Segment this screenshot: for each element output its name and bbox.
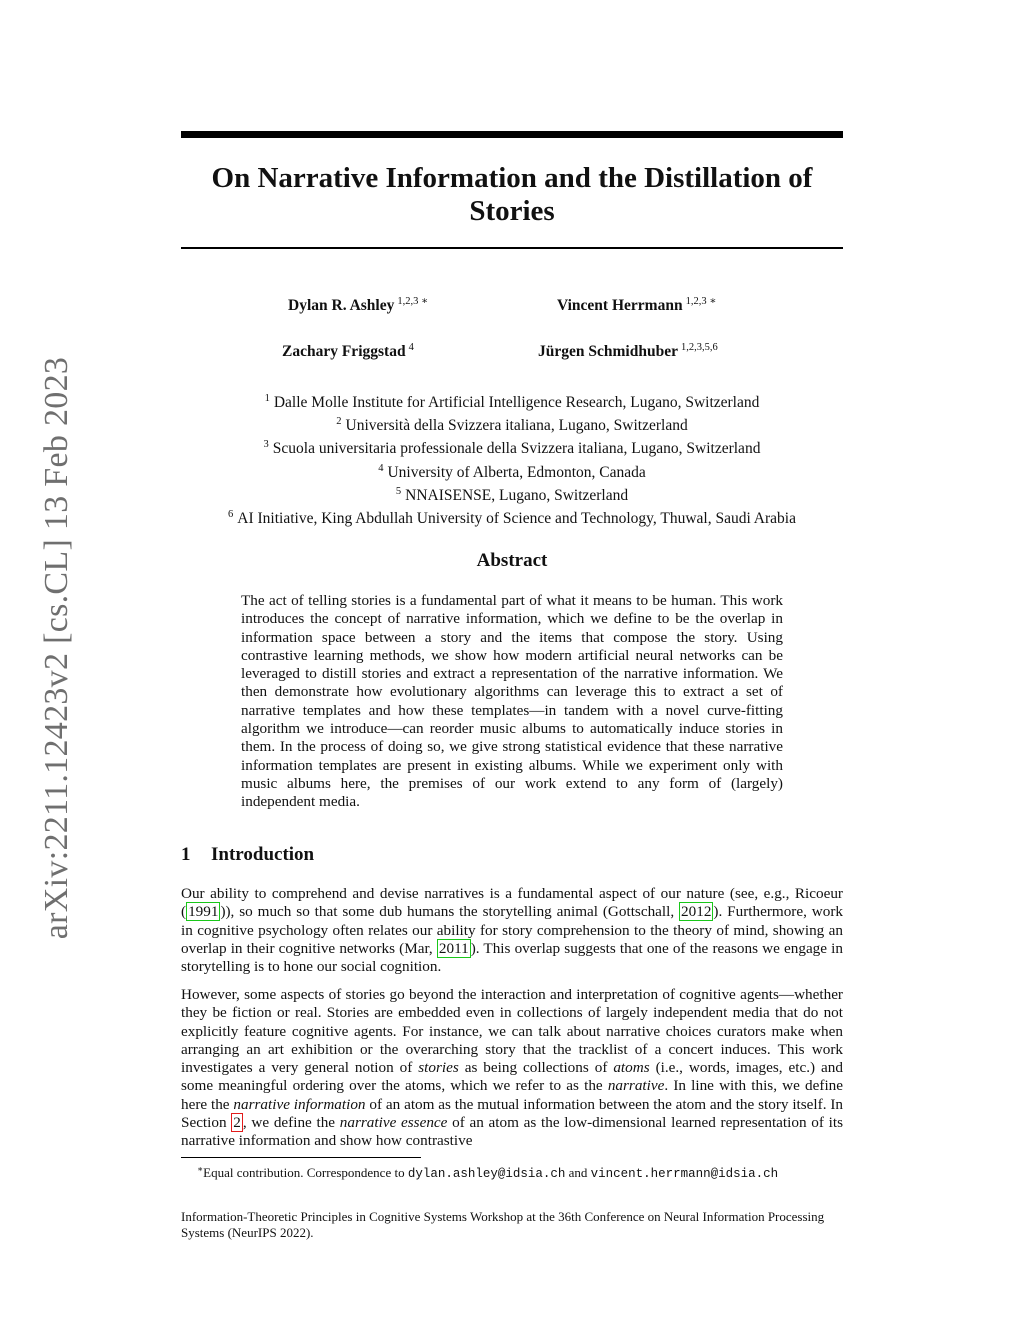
section-heading-introduction: [181, 844, 314, 866]
author-ashley: Dylan R. Ashley $^{1,2,3 ∗}$: [288, 296, 429, 314]
arxiv-sidebar: [0, 0, 90, 1325]
section-2-link[interactable]: 2: [233, 1114, 241, 1132]
abstract-heading: Abstract: [476, 550, 548, 571]
section-number: 1: [181, 844, 191, 865]
affiliation-6: $^6$ AI Initiative, King Abdullah University of Science and Technology, Thuwal, Saudi Arabia: [228, 509, 796, 528]
title-rule-top: [181, 131, 843, 138]
affiliations: [181, 389, 843, 528]
abstract-text: The act of telling stories is a fundamental part of what it means to be human. This work introduces the concept of narrative information, which we define to be the overlap in information space between a story and the items that compose the story. Using contrastive learning methods, we show how modern artificial neural networks can be leveraged to distill stories and extract a representation of the narrative information. We then demonstrate how evolutionary algorithms can leverage this to extract a set of narrative templates and how these templates—in tandem with a novel curve-fitting algorithm we introduce—can reorder music albums to automatically induce stories in them. In the process of doing so, we give strong statistical evidence that these narrative information templates are present in existing albums. While we experiment only with music albums here, the premises of our work extend to any form of (largely) independent media.: [241, 592, 783, 811]
affiliation-3: $^3$ Scuola universitaria professionale della Svizzera italiana, Lugano, Switzerland: [263, 439, 761, 458]
author-herrmann: Vincent Herrmann $^{1,2,3 ∗}$: [557, 296, 717, 314]
author-friggstad: Zachary Friggstad $^4$: [282, 342, 414, 360]
affiliation-4: $^4$ University of Alberta, Edmonton, Canada: [378, 462, 646, 481]
citation-ricoeur-link[interactable]: 1991: [188, 903, 219, 921]
affiliation-5: $^5$ NNAISENSE, Lugano, Switzerland: [395, 485, 629, 504]
citation-mar-link[interactable]: 2011: [438, 939, 469, 957]
section-title: Introduction: [211, 844, 315, 865]
intro-paragraph-2: However, some aspects of stories go beyond the interaction and interpretation of cognitive agents—whether they be fiction or real. Stories are embedded even in collections of largely independent media that do not explicitly feature cognitive agents. For instance, we can talk about narrative choices curators make when arranging an art exhibition or the overarching story that the tracklist of a concert induces. This work investigates a very general notion of stories as being collections of atoms (i.e., words, images, etc.) and some meaningful ordering over the atoms, which we refer to as the narrative. In line with this, we define here the narrative information of an atom as the mutual information between the atom and the story itself. In Section 2 , we define the narrative essence of an atom as the low-dimensional learned representation of its narrative information and show how contrastive: [181, 986, 844, 1150]
paper-title: On Narrative Information and the Distillation of Stories: [211, 162, 813, 227]
venue-note: Information-Theoretic Principles in Cognitive Systems Workshop at the 36th Conference on Neural Information Processing Systems (NeurIPS 2022).: [181, 1209, 825, 1240]
affiliation-2: $^2$ Università della Svizzera italiana, Lugano, Switzerland: [336, 416, 688, 435]
email-herrmann: vincent.herrmann@idsia.ch: [590, 1167, 779, 1181]
intro-paragraph-1: Our ability to comprehend and devise narratives is a fundamental aspect of our nature (see, e.g., Ricoeur ( 1991 )), so much so that some dub humans the storytelling animal (Gottschall, 2012 ). Furthermore, work in cognitive psychology often relates our ability for story comprehension to the theory of mind, showing an overlap in their cognitive networks (Mar, 2011 ). This overlap suggests that one of the reasons we engage in storytelling is to hone our social cognition.: [181, 885, 843, 976]
citation-gottschall-link[interactable]: 2012: [681, 903, 712, 921]
affiliation-1: $^1$ Dalle Molle Institute for Artificial Intelligence Research, Lugano, Switzerland: [264, 393, 760, 411]
footnote-divider: [181, 1157, 421, 1158]
email-ashley: dylan.ashley@idsia.ch: [407, 1167, 566, 1181]
author-schmidhuber: Jürgen Schmidhuber $^{1,2,3,5,6}$: [538, 342, 718, 360]
footnote: ∗Equal contribution. Correspondence to dylan.ashley@idsia.ch and vincent.herrmann@idsia.ch: [197, 1164, 779, 1181]
arxiv-identifier: arXiv:2211.12423v2 [cs.CL] 13 Feb 2023: [38, 356, 75, 940]
title-rule-bottom: [181, 247, 843, 249]
